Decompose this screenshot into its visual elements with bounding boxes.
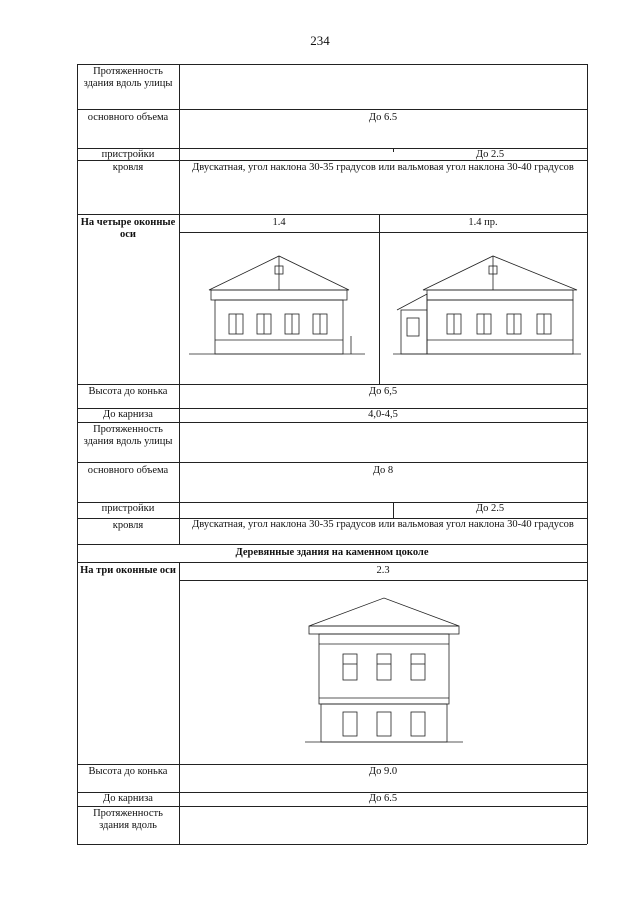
roof-label-2: кровля — [112, 520, 144, 531]
annex-label-2: пристройки — [101, 503, 155, 514]
ridge-height-value-2: До 6,5 — [368, 386, 398, 397]
main-volume-value-2: До 8 — [372, 465, 394, 476]
annex-value-2: До 2.5 — [475, 503, 505, 514]
roof-label-1: кровля — [112, 162, 144, 173]
variant-1-4-pr-label: 1.4 пр. — [468, 217, 498, 228]
four-axes-heading: На четыре оконные оси — [80, 217, 176, 240]
regulations-table — [77, 64, 587, 844]
annex-label-1: пристройки — [101, 149, 155, 160]
ridge-height-label-2: Высота до конька — [88, 386, 168, 397]
variant-2-3-label: 2.3 — [376, 565, 390, 576]
house-facade-2-3-icon — [305, 594, 465, 744]
ridge-height-label-3: Высота до конька — [88, 766, 168, 777]
eaves-value-3: До 6.5 — [368, 793, 398, 804]
three-axes-heading: На три оконные оси — [80, 565, 176, 576]
roof-value-2: Двускатная, угол наклона 30-35 градусов или вальмовая угол наклона 30-40 градусов — [192, 519, 574, 530]
eaves-label-3: До карниза — [103, 793, 153, 804]
main-volume-label-2: основного объема — [87, 465, 169, 476]
variant-1-4-label: 1.4 — [272, 217, 286, 228]
length-label-1: Протяженность здания вдоль улицы — [83, 66, 173, 89]
ridge-height-value-3: До 9.0 — [368, 766, 398, 777]
house-facade-1-4-icon — [189, 244, 369, 359]
house-facade-1-4-pr-icon — [393, 244, 583, 359]
length-label-3: Протяженность здания вдоль — [93, 808, 163, 831]
roof-value-1: Двускатная, угол наклона 30-35 градусов или вальмовая угол наклона 30-40 градусов — [192, 162, 574, 173]
annex-value-1: До 2.5 — [475, 149, 505, 160]
eaves-label-2: До карниза — [103, 409, 153, 420]
main-volume-value-1: До 6.5 — [368, 112, 398, 123]
eaves-value-2: 4,0-4,5 — [368, 409, 398, 420]
page-number: 234 — [310, 33, 330, 48]
length-label-2: Протяженность здания вдоль улицы — [83, 424, 173, 447]
section-title-stone-base: Деревянные здания на каменном цоколе — [235, 547, 429, 558]
main-volume-label-1: основного объема — [87, 112, 169, 123]
